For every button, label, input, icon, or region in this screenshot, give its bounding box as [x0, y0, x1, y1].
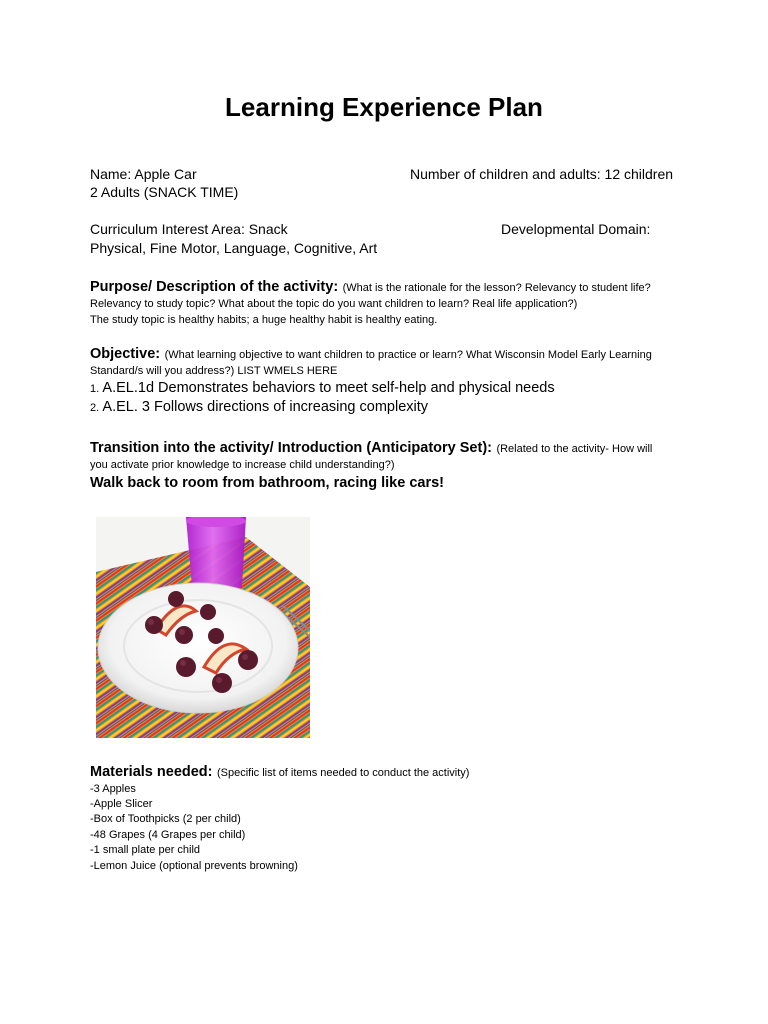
objective-heading: Objective:	[90, 346, 161, 362]
name-line: Name: Apple Car	[90, 166, 197, 182]
page-title: Learning Experience Plan	[225, 92, 543, 122]
objective-item	[90, 398, 428, 418]
purpose-section	[90, 278, 651, 296]
materials-item: -48 Grapes (4 Grapes per child)	[90, 829, 246, 841]
objective-prompt-1: (What learning objective to want children to practice or learn? What Wisconsin Model Early Learning	[164, 349, 652, 361]
transition-prompt-1: (Related to the activity- How will	[496, 443, 653, 455]
objective-item-number: 2.	[90, 402, 100, 414]
materials-item: -1 small plate per child	[90, 844, 201, 856]
count-line: Number of children and adults: 12 children	[410, 166, 674, 182]
transition-prompt-2: you activate prior knowledge to increase child understanding?)	[90, 459, 395, 471]
apple-car-snack-photo	[96, 517, 310, 738]
purpose-answer: The study topic is healthy habits; a huge healthy habit is healthy eating.	[90, 314, 438, 326]
purpose-prompt-2: Relevancy to study topic? What about the topic do you want children to learn? Real life application?)	[90, 298, 578, 310]
materials-item: -Box of Toothpicks (2 per child)	[90, 813, 241, 825]
materials-item: -3 Apples	[90, 783, 136, 795]
materials-section	[90, 763, 469, 781]
materials-item: -Apple Slicer	[90, 798, 153, 810]
transition-answer: Walk back to room from bathroom, racing like cars!	[90, 475, 444, 491]
purpose-heading: Purpose/ Description of the activity:	[90, 279, 339, 295]
transition-heading: Transition into the activity/ Introduction (Anticipatory Set):	[90, 440, 492, 456]
objective-item-text: A.EL.1d Demonstrates behaviors to meet self-help and physical needs	[102, 380, 555, 396]
developmental-domain-values: Physical, Fine Motor, Language, Cognitive, Art	[90, 240, 378, 256]
transition-section	[90, 439, 652, 457]
objective-item	[90, 379, 555, 399]
objective-prompt-2: Standard/s will you address?) LIST WMELS HERE	[90, 365, 338, 377]
materials-heading: Materials needed:	[90, 764, 213, 780]
materials-prompt: (Specific list of items needed to conduct the activity)	[216, 767, 470, 779]
objective-item-number: 1.	[90, 383, 100, 395]
adults-line: 2 Adults (SNACK TIME)	[90, 184, 239, 200]
objective-item-text: A.EL. 3 Follows directions of increasing complexity	[102, 399, 429, 415]
objective-section	[90, 345, 652, 363]
materials-item: -Lemon Juice (optional prevents browning)	[90, 860, 298, 872]
purpose-prompt-1: (What is the rationale for the lesson? Relevancy to student life?	[342, 282, 651, 294]
developmental-domain-label: Developmental Domain:	[501, 221, 651, 237]
curriculum-line: Curriculum Interest Area: Snack	[90, 221, 288, 237]
